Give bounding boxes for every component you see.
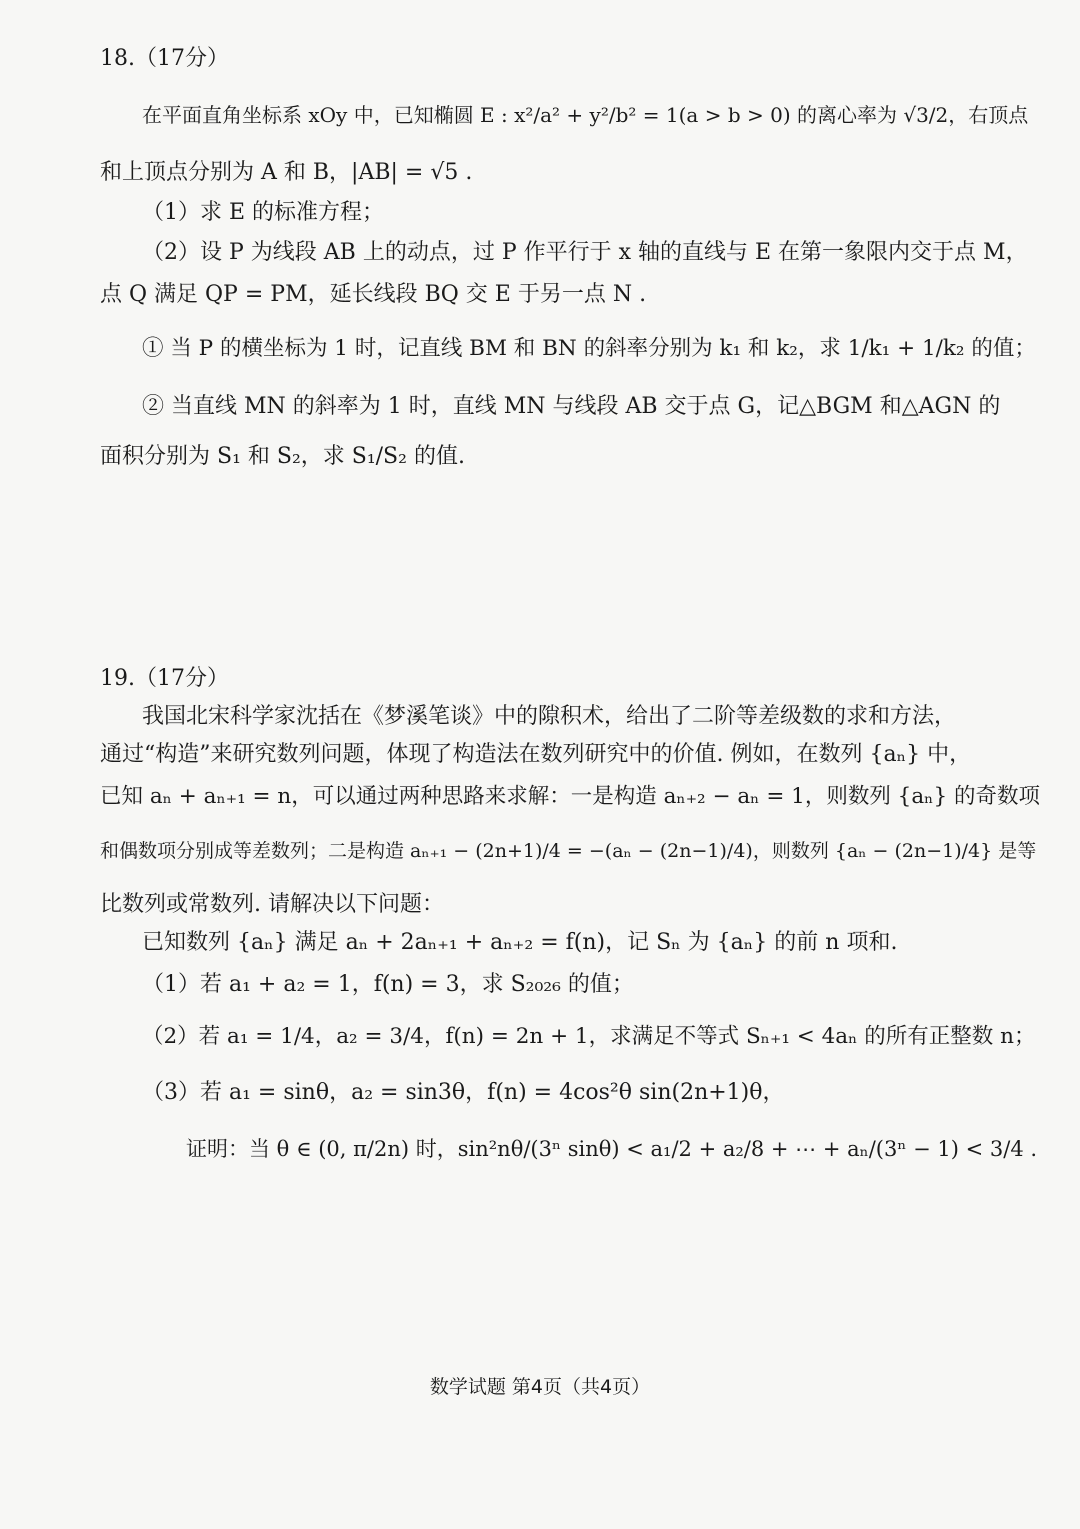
q19-intro-line-3: 已知 aₙ + aₙ₊₁ = n，可以通过两种思路来求解：一是构造 aₙ₊₂ − aₙ = 1，则数列 {aₙ} 的奇数项: [100, 784, 1040, 809]
q19-part-1: （1）若 a₁ + a₂ = 1，f(n) = 3，求 S₂₀₂₆ 的值；: [142, 972, 634, 997]
q18-part-2-line-1: （2）设 P 为线段 AB 上的动点，过 P 作平行于 x 轴的直线与 E 在第一象限内交于点 M，: [142, 240, 1028, 265]
q19-given: 已知数列 {aₙ} 满足 aₙ + 2aₙ₊₁ + aₙ₊₂ = f(n)，记 Sₙ 为 {aₙ} 的前 n 项和.: [142, 930, 898, 955]
q19-intro-line-2: 通过“构造”来研究数列问题，体现了构造法在数列研究中的价值. 例如，在数列 {aₙ} 中，: [100, 742, 972, 767]
q18-sub-1: ① 当 P 的横坐标为 1 时，记直线 BM 和 BN 的斜率分别为 k₁ 和 k₂，求 1/k₁ + 1/k₂ 的值；: [142, 336, 1036, 361]
q19-intro-line-4: 和偶数项分别成等差数列；二是构造 aₙ₊₁ − (2n+1)/4 = −(aₙ − (2n−1)/4)，则数列 {aₙ − (2n−1)/4} 是等: [100, 840, 1037, 862]
q18-sub-2-line-1: ② 当直线 MN 的斜率为 1 时，直线 MN 与线段 AB 交于点 G，记△BGM 和△AGN 的: [142, 394, 1001, 419]
q18-sub-2-line-2: 面积分别为 S₁ 和 S₂，求 S₁/S₂ 的值.: [100, 444, 465, 469]
q18-intro-line-1: 在平面直角坐标系 xOy 中，已知椭圆 E : x²/a² + y²/b² = 1(a > b > 0) 的离心率为 √3/2，右顶点: [142, 103, 1029, 127]
q18-header: 18.（17分）: [100, 46, 229, 71]
q19-proof: 证明：当 θ ∈ (0, π/2n) 时，sin²nθ/(3ⁿ sinθ) < a₁/2 + a₂/8 + ⋯ + aₙ/(3ⁿ − 1) < 3/4 .: [186, 1137, 1038, 1161]
q18-part-1: （1）求 E 的标准方程；: [142, 200, 385, 225]
q18-intro-line-2: 和上顶点分别为 A 和 B，|AB| = √5 .: [100, 160, 473, 185]
q19-header: 19.（17分）: [100, 666, 229, 691]
q19-intro-line-1: 我国北宋科学家沈括在《梦溪笔谈》中的隙积术，给出了二阶等差级数的求和方法，: [142, 704, 957, 729]
page-footer: 数学试题 第4页（共4页）: [429, 1376, 651, 1398]
q18-part-2-line-2: 点 Q 满足 QP = PM，延长线段 BQ 交 E 于另一点 N .: [100, 282, 647, 307]
q19-part-2: （2）若 a₁ = 1/4，a₂ = 3/4，f(n) = 2n + 1，求满足不等式 Sₙ₊₁ < 4aₙ 的所有正整数 n；: [142, 1024, 1036, 1049]
q19-intro-line-5: 比数列或常数列. 请解决以下问题：: [100, 892, 444, 917]
q19-part-3: （3）若 a₁ = sinθ，a₂ = sin3θ，f(n) = 4cos²θ sin(2n+1)θ，: [142, 1080, 785, 1105]
